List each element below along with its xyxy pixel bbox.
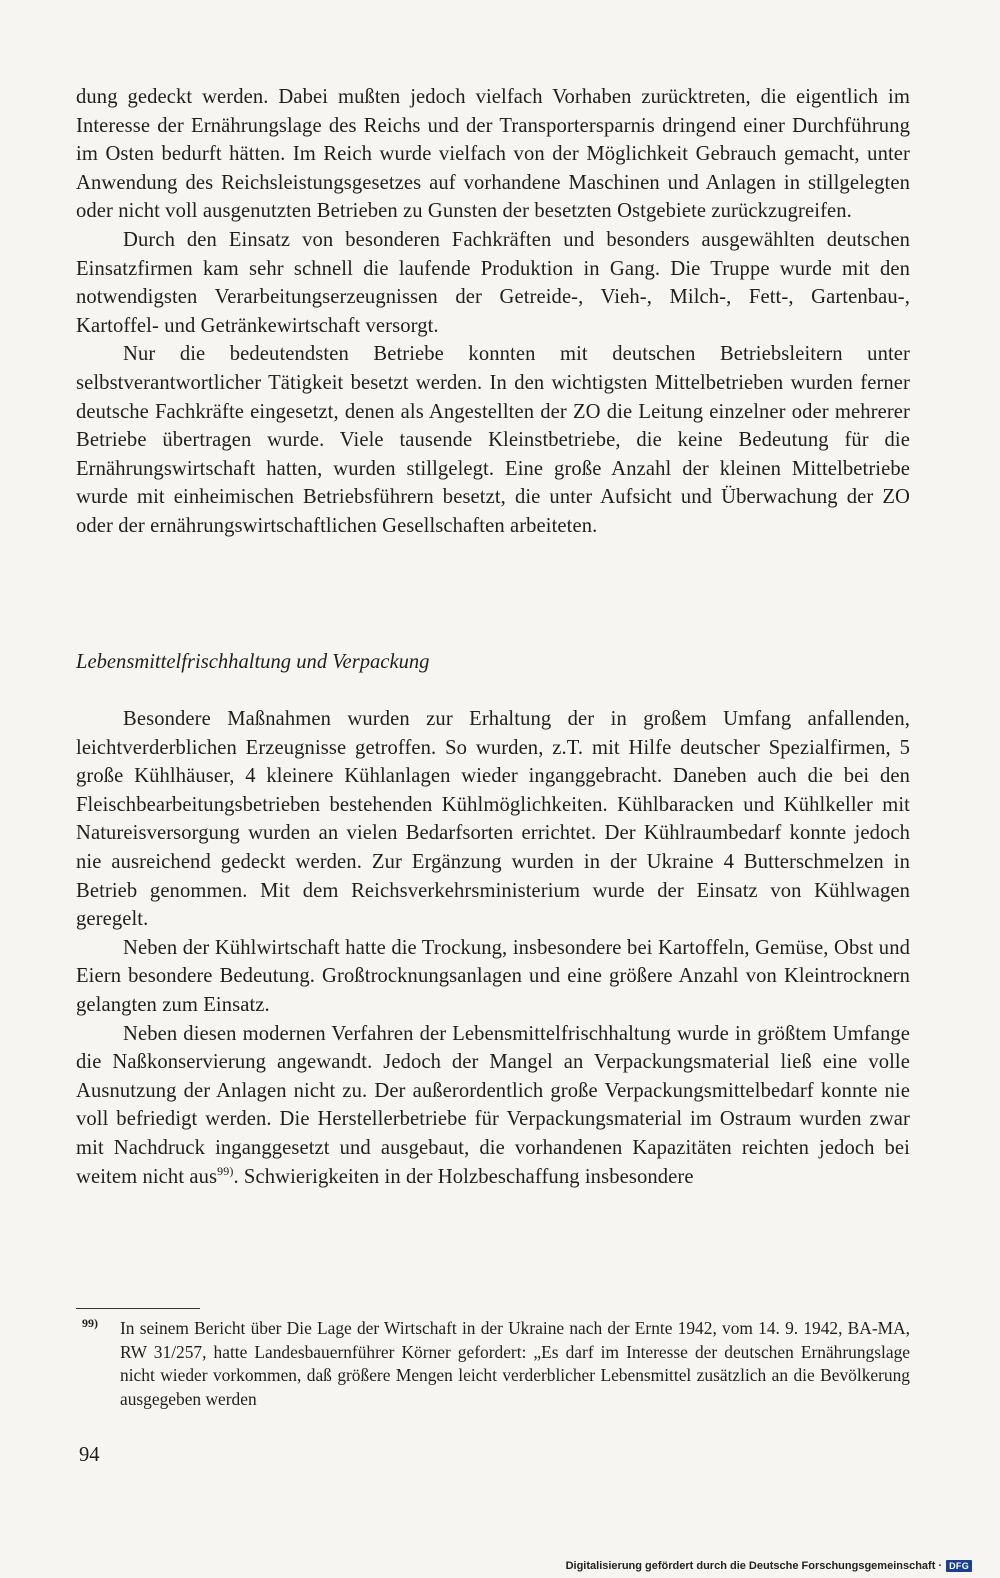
footnote-divider	[76, 1308, 200, 1309]
paragraph-text: Neben diesen modernen Verfahren der Lebensmittelfrischhaltung wurde in größtem Umfange die Naßkonservierung angewandt. Jedoch der Mangel an Verpackungsmaterial ließ eine volle Ausnutzung der Anlagen nicht zu. Der außerordentlich große Verpackungsmittelbedarf konnte nie voll befriedigt werden. Die Herstellerbetriebe für Verpackungsmaterial im Ostraum wurden zwar mit Nachdruck inganggesetzt und ausgebaut, die vorhandenen Kapazitäten reichten jedoch bei weitem nicht aus	[76, 1022, 910, 1188]
section-heading: Lebensmittelfrischhaltung und Verpackung	[76, 651, 430, 673]
funding-text: Digitalisierung gefördert durch die Deutsche Forschungsgemeinschaft ·	[565, 1560, 943, 1572]
paragraph: Durch den Einsatz von besonderen Fachkräften und besonders ausgewählten deutschen Einsatzfirmen kam sehr schnell die laufende Produktion in Gang. Die Truppe wurde mit den notwendigsten Verarbeitungserzeugnissen der Getreide-, Vieh-, Milch-, Fett-, Gartenbau-, Kartoffel- und Getränkewirtschaft versorgt.	[76, 228, 910, 337]
paragraph: Besondere Maßnahmen wurden zur Erhaltung der in großem Umfang anfallenden, leichtverderblichen Erzeugnisse getroffen. So wurden, z.T. mit Hilfe deutscher Spezialfirmen, 5 große Kühlhäuser, 4 kleinere Kühlanlagen wieder inganggebracht. Daneben auch die bei den Fleischbearbeitungsbetrieben bestehenden Kühlmöglichkeiten. Kühlbaracken und Kühlkeller mit Natureisversorgung wurden an vielen Bedarfsorten errichtet. Der Kühlraumbedarf konnte jedoch nie ausreichend gedeckt werden. Zur Ergänzung wurden in der Ukraine 4 Butterschmelzen in Betrieb genommen. Mit dem Reichsverkehrsministerium wurde der Einsatz von Kühlwagen geregelt.	[76, 708, 910, 931]
funding-notice	[566, 1560, 972, 1572]
footnote-99	[82, 1317, 910, 1411]
footnote-number: 99)	[82, 1316, 98, 1331]
paragraph-text-continued: . Schwierigkeiten in der Holzbeschaffung insbesondere	[233, 1165, 694, 1188]
paragraph-with-footnote-reference	[76, 1020, 910, 1192]
page-number: 94	[79, 1444, 100, 1466]
body-text-section	[76, 705, 910, 1191]
dfg-logo: DFG	[946, 1560, 972, 1572]
paragraph-continued: dung gedeckt werden. Dabei mußten jedoch vielfach Vorhaben zurücktreten, die eigentlich im Interesse der Ernährungslage des Reichs und der Transportersparnis dringend einer Durchführung im Osten bedurft hätten. Im Reich wurde vielfach von der Möglichkeit Gebrauch gemacht, unter Anwendung des Reichsleistungsgesetzes auf vorhandene Maschinen und Anlagen in stillgelegten oder nicht voll ausgenutzten Betrieben zu Gunsten der besetzten Ostgebiete zurückzugreifen.	[76, 86, 910, 223]
footnotes	[82, 1317, 910, 1411]
footnote-text: In seinem Bericht über Die Lage der Wirtschaft in der Ukraine nach der Ernte 1942, vom 14. 9. 1942, BA-MA, RW 31/257, hatte Landesbauernführer Körner gefordert: „Es darf im Interesse der deutschen Ernährungslage nicht wieder vorkommen, daß größere Mengen leicht verderblicher Lebensmittel zusätzlich an die Bevölkerung ausgegeben werden	[120, 1318, 910, 1409]
body-text-top	[76, 83, 910, 541]
paragraph: Neben der Kühlwirtschaft hatte die Trockung, insbesondere bei Kartoffeln, Gemüse, Obst und Eiern besondere Bedeutung. Großtrocknungsanlagen und eine größere Anzahl von Kleintrocknern gelangten zum Einsatz.	[76, 936, 910, 1016]
paragraph: Nur die bedeutendsten Betriebe konnten mit deutschen Betriebsleitern unter selbstverantwortlicher Tätigkeit besetzt werden. In den wichtigsten Mittelbetrieben wurden ferner deutsche Fachkräfte eingesetzt, denen als Angestellten der ZO die Leitung einzelner oder mehrerer Betriebe übertragen wurde. Viele tausende Kleinstbetriebe, die keine Bedeutung für die Ernährungswirtschaft hatten, wurden stillgelegt. Eine große Anzahl der kleinen Mittelbetriebe wurde mit einheimischen Betriebsführern besetzt, die unter Aufsicht und Überwachung der ZO oder der ernährungswirtschaftlichen Gesellschaften arbeiteten.	[76, 343, 910, 537]
footnote-reference[interactable]: 99)	[217, 1163, 234, 1178]
